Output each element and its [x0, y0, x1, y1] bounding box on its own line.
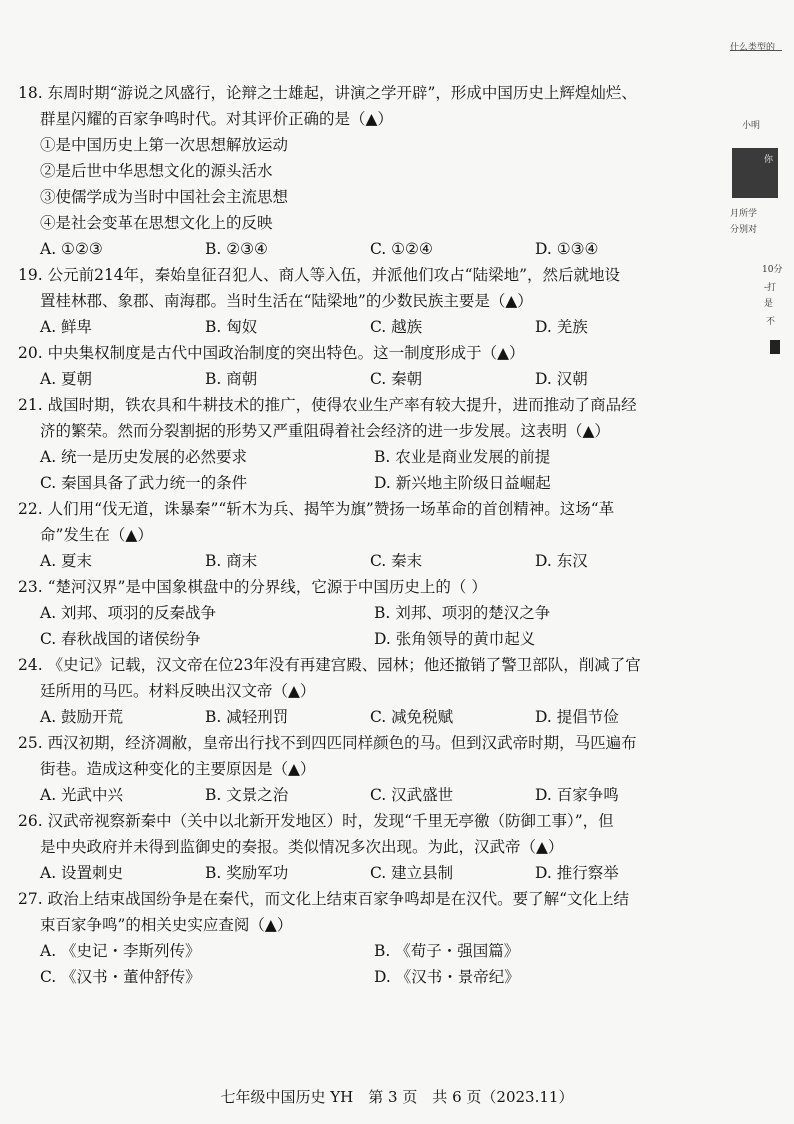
answer-option: D. 新兴地主阶级日益崛起 [374, 474, 551, 492]
question [18, 652, 708, 730]
answer-option: C. 建立县制 [370, 864, 454, 882]
answer-option: A. 夏朝 [40, 370, 93, 388]
question [18, 808, 708, 886]
answer-option: B. 商朝 [205, 370, 258, 388]
question-stem-continued: 群星闪耀的百家争鸣时代。对其评价正确的是（▲） [40, 110, 393, 128]
question-stem: 21. 战国时期，铁农具和牛耕技术的推广，使得农业生产率有较大提升，进而推动了商品经 [18, 396, 637, 414]
question-stem: 20. 中央集权制度是古代中国政治制度的突出特色。这一制度形成于（▲） [18, 344, 525, 362]
page-footer: 七年级中国历史 YH 第 3 页 共 6 页（2023.11） [220, 1088, 574, 1106]
answer-option: B. 匈奴 [205, 318, 258, 336]
answer-options [18, 626, 708, 652]
answer-options [18, 314, 708, 340]
answer-options [18, 600, 708, 626]
answer-options [18, 236, 708, 262]
bleed-fragment: 不 [766, 317, 776, 327]
answer-options [18, 704, 708, 730]
answer-option: D. 张角领导的黄巾起义 [374, 630, 536, 648]
answer-options [18, 860, 708, 886]
question-stem: 26. 汉武帝视察新秦中（关中以北新开发地区）时，发现“千里无亭徼（防御工事）”，但 [18, 812, 614, 830]
answer-options [18, 548, 708, 574]
answer-option: A. 刘邦、项羽的反秦战争 [40, 604, 217, 622]
answer-option: C. 汉武盛世 [370, 786, 454, 804]
answer-option: D. 提倡节俭 [535, 708, 619, 726]
answer-option: B. 减轻刑罚 [205, 708, 289, 726]
bleed-fragment: -打 [764, 283, 777, 293]
answer-option: A. 光武中兴 [40, 786, 124, 804]
answer-option: C. 越族 [370, 318, 423, 336]
answer-option: C. 《汉书・董仲舒传》 [40, 968, 201, 986]
answer-option: D. 东汉 [535, 552, 588, 570]
question-stem-continued: 束百家争鸣”的相关史实应查阅（▲） [40, 916, 293, 934]
answer-option: B. 农业是商业发展的前提 [374, 448, 551, 466]
answer-option: C. 秦末 [370, 552, 423, 570]
question-stem-continued: 廷所用的马匹。材料反映出汉文帝（▲） [40, 682, 316, 700]
answer-option: B. 刘邦、项羽的楚汉之争 [374, 604, 551, 622]
answer-options [18, 964, 708, 990]
question [18, 340, 708, 392]
question [18, 496, 708, 574]
answer-option: A. 统一是历史发展的必然要求 [40, 448, 248, 466]
answer-options [18, 444, 708, 470]
question-stem-continued: 济的繁荣。然而分裂割据的形势又严重阻碍着社会经济的进一步发展。这表明（▲） [40, 422, 610, 440]
answer-option: C. 秦朝 [370, 370, 423, 388]
bleed-fragment: 你 [764, 155, 774, 165]
answer-option: C. 减免税赋 [370, 708, 454, 726]
answer-option: A. ①②③ [40, 240, 103, 258]
answer-option: C. ①②④ [370, 240, 433, 258]
answer-option: A. 设置刺史 [40, 864, 124, 882]
answer-option: C. 春秋战国的诸侯纷争 [40, 630, 201, 648]
answer-option: A. 夏末 [40, 552, 93, 570]
question [18, 730, 708, 808]
answer-option: B. 奖励军功 [205, 864, 289, 882]
question-statement: ③使儒学成为当时中国社会主流思想 [40, 188, 289, 206]
question-stem: 18. 东周时期“游说之风盛行，论辩之士雄起，讲演之学开辟”，形成中国历史上辉煌灿烂、 [18, 84, 637, 102]
bleed-fragment: 小明 [742, 121, 761, 131]
question-stem-continued: 街巷。造成这种变化的主要原因是（▲） [40, 760, 316, 778]
question-stem: 24. 《史记》记载，汉文帝在位23年没有再建宫殿、园林；他还撤销了警卫部队，削减了官 [18, 656, 641, 674]
answer-option: D. 羌族 [535, 318, 588, 336]
question [18, 886, 708, 990]
bleed-fragment: 10分 [762, 265, 783, 275]
answer-option: D. 《汉书・景帝纪》 [374, 968, 520, 986]
answer-options [18, 366, 708, 392]
question-list [18, 80, 708, 990]
answer-options [18, 782, 708, 808]
question-stem: 19. 公元前214年，秦始皇征召犯人、商人等入伍，并派他们攻占“陆梁地”，然后就地设 [18, 266, 621, 284]
question-stem-continued: 命”发生在（▲） [40, 526, 153, 544]
question-statement: ②是后世中华思想文化的源头活水 [40, 162, 273, 180]
question-stem-continued: 是中央政府并未得到监御史的奏报。类似情况多次出现。为此，汉武帝（▲） [40, 838, 564, 856]
bleed-fragment: 是 [764, 299, 774, 309]
question-stem: 23. “楚河汉界”是中国象棋盘中的分界线，它源于中国历史上的（ ） [18, 578, 487, 596]
answer-option: A. 《史记・李斯列传》 [40, 942, 201, 960]
answer-option: B. 文景之治 [205, 786, 289, 804]
answer-option: D. ①③④ [535, 240, 599, 258]
question [18, 262, 708, 340]
answer-option: C. 秦国具备了武力统一的条件 [40, 474, 248, 492]
answer-option: A. 鲜卑 [40, 318, 93, 336]
answer-options [18, 938, 708, 964]
adjacent-page-bleed [724, 0, 794, 420]
bleed-fragment: 月所学 [730, 209, 758, 219]
question-stem: 27. 政治上结束战国纷争是在秦代，而文化上结束百家争鸣却是在汉代。要了解“文化上结 [18, 890, 630, 908]
question-stem-continued: 置桂林郡、象郡、南海郡。当时生活在“陆梁地”的少数民族主要是（▲） [40, 292, 533, 310]
answer-option: D. 汉朝 [535, 370, 588, 388]
bleed-fragment: 分别对 [730, 225, 758, 235]
bleed-fragment: 什么类型的 [730, 43, 776, 53]
answer-option: B. 《荀子・强国篇》 [374, 942, 520, 960]
question-statement: ④是社会变革在思想文化上的反映 [40, 214, 273, 232]
bleed-mark [770, 340, 780, 354]
answer-option: D. 百家争鸣 [535, 786, 619, 804]
answer-option: B. ②③④ [205, 240, 268, 258]
question-statement: ①是中国历史上第一次思想解放运动 [40, 136, 289, 154]
answer-option: B. 商末 [205, 552, 258, 570]
answer-option: A. 鼓励开荒 [40, 708, 124, 726]
answer-options [18, 470, 708, 496]
question [18, 574, 708, 652]
question [18, 392, 708, 496]
question-stem: 25. 西汉初期，经济凋敝，皇帝出行找不到四匹同样颜色的马。但到汉武帝时期，马匹遍布 [18, 734, 637, 752]
question [18, 80, 708, 262]
answer-option: D. 推行察举 [535, 864, 619, 882]
question-stem: 22. 人们用“伐无道，诛暴秦”“斩木为兵、揭竿为旗”赞扬一场革命的首创精神。这场“革 [18, 500, 615, 518]
